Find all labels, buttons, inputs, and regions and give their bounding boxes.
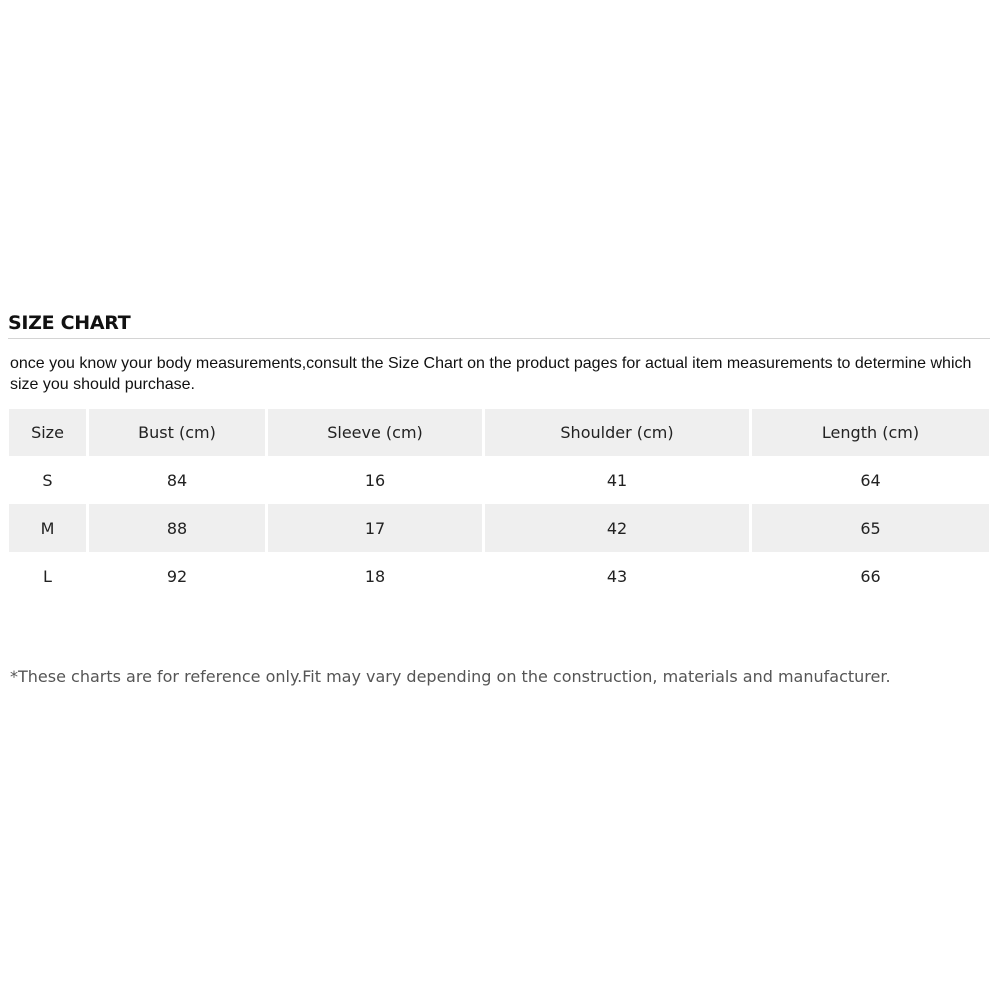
cell-bust: 84 (89, 456, 265, 504)
intro-text: once you know your body measurements,consult the Size Chart on the product pages for actual item measurements to determine which size you should purchase. (10, 355, 972, 393)
cell-length: 65 (752, 504, 989, 552)
header-length: Length (cm) (752, 409, 989, 456)
cell-sleeve: 16 (268, 456, 482, 504)
cell-length: 66 (752, 552, 989, 600)
title-divider (8, 338, 990, 339)
cell-sleeve: 17 (268, 504, 482, 552)
header-size: Size (9, 409, 86, 456)
cell-sleeve: 18 (268, 552, 482, 600)
cell-bust: 92 (89, 552, 265, 600)
table-row (9, 552, 989, 600)
header-sleeve: Sleeve (cm) (268, 409, 482, 456)
page-title: SIZE CHART (8, 312, 131, 334)
cell-shoulder: 41 (485, 456, 749, 504)
cell-length: 64 (752, 456, 989, 504)
cell-shoulder: 43 (485, 552, 749, 600)
cell-size: S (9, 456, 86, 504)
cell-shoulder: 42 (485, 504, 749, 552)
header-shoulder: Shoulder (cm) (485, 409, 749, 456)
reference-footnote: *These charts are for reference only.Fit may vary depending on the construction, materials and manufacturer. (10, 667, 891, 686)
cell-bust: 88 (89, 504, 265, 552)
header-bust: Bust (cm) (89, 409, 265, 456)
table-header-row (9, 409, 989, 456)
cell-size: L (9, 552, 86, 600)
table-row (9, 456, 989, 504)
size-table (6, 409, 992, 600)
table-row (9, 504, 989, 552)
cell-size: M (9, 504, 86, 552)
